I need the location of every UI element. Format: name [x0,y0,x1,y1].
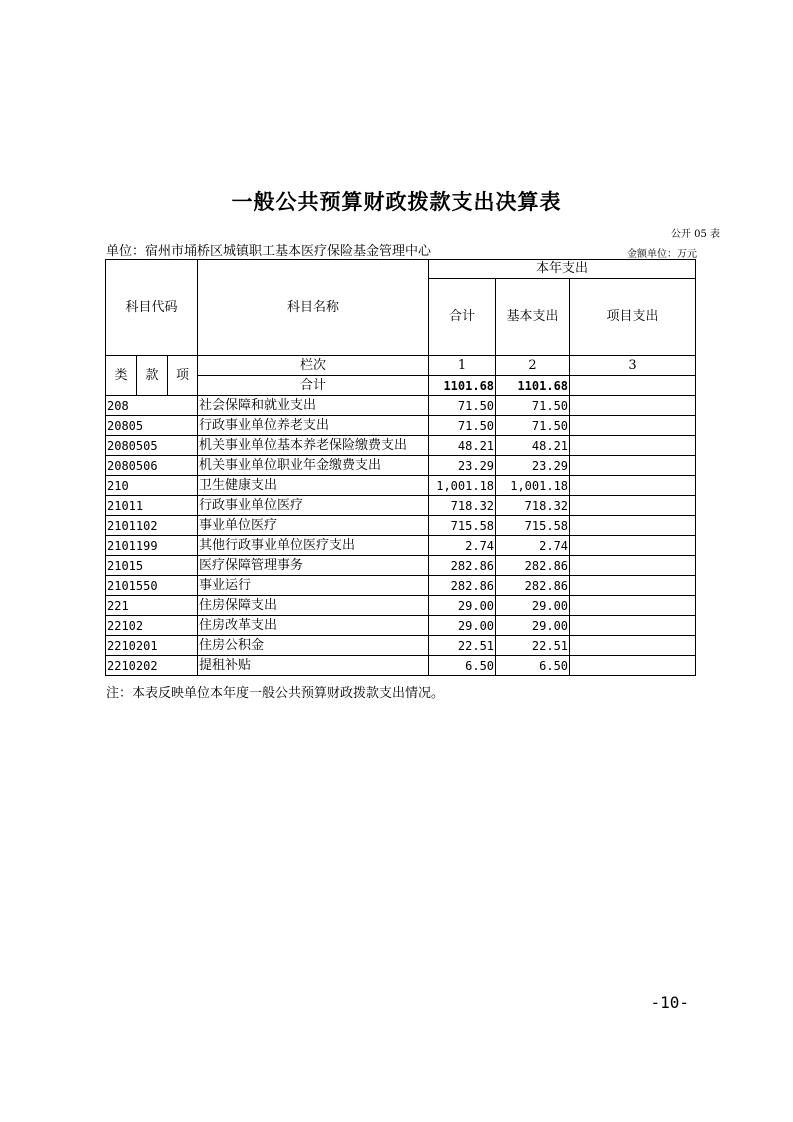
row-total: 29.00 [429,596,496,616]
expenditure-table [105,259,696,676]
row-name: 社会保障和就业支出 [198,396,429,416]
row-basic: 715.58 [496,516,570,536]
header-column-index: 栏次 [198,356,429,376]
row-name: 其他行政事业单位医疗支出 [198,536,429,556]
row-code: 21015 [106,556,198,576]
row-project [570,576,696,596]
header-lei: 类 [106,356,137,396]
row-code: 2210202 [106,656,198,676]
row-project [570,496,696,516]
row-total: 22.51 [429,636,496,656]
row-code: 221 [106,596,198,616]
row-basic: 6.50 [496,656,570,676]
row-basic: 2.74 [496,536,570,556]
row-project [570,396,696,416]
row-total: 6.50 [429,656,496,676]
table-row [106,396,696,416]
row-total: 2.74 [429,536,496,556]
row-name: 卫生健康支出 [198,476,429,496]
total-project [570,376,696,396]
table-header [106,260,696,396]
row-total: 1,001.18 [429,476,496,496]
row-code: 2210201 [106,636,198,656]
row-total: 29.00 [429,616,496,636]
row-total: 718.32 [429,496,496,516]
row-code: 2101550 [106,576,198,596]
row-code: 22102 [106,616,198,636]
row-code: 2080505 [106,436,198,456]
table-row [106,476,696,496]
form-number: 公开 05 表 [670,229,720,240]
row-name: 行政事业单位养老支出 [198,416,429,436]
table-row [106,576,696,596]
row-basic: 48.21 [496,436,570,456]
table-row [106,456,696,476]
row-code: 2101102 [106,516,198,536]
header-code: 科目代码 [106,260,198,356]
row-project [570,596,696,616]
table-row [106,436,696,456]
header-xiang: 项 [168,356,198,396]
row-project [570,456,696,476]
row-code: 210 [106,476,198,496]
row-project [570,436,696,456]
row-basic: 71.50 [496,396,570,416]
row-name: 住房保障支出 [198,596,429,616]
table-row [106,556,696,576]
table-row [106,516,696,536]
unit-label: 单位：宿州市埇桥区城镇职工基本医疗保险基金管理中心 [106,244,432,259]
header-col2: 2 [496,356,570,376]
header-current-year: 本年支出 [429,260,696,279]
row-total: 71.50 [429,396,496,416]
row-project [570,616,696,636]
header-kuan: 款 [137,356,168,396]
table-row [106,596,696,616]
row-basic: 23.29 [496,456,570,476]
row-total: 23.29 [429,456,496,476]
total-amount: 1101.68 [429,376,496,396]
table-body [106,396,696,676]
row-name: 住房改革支出 [198,616,429,636]
row-project [570,476,696,496]
header-project: 项目支出 [570,279,696,356]
row-total: 282.86 [429,556,496,576]
row-project [570,636,696,656]
amount-unit-label: 金额单位：万元 [627,249,697,260]
row-total: 71.50 [429,416,496,436]
page-number: -10- [650,993,689,1012]
row-name: 住房公积金 [198,636,429,656]
header-basic: 基本支出 [496,279,570,356]
table-row [106,636,696,656]
row-basic: 1,001.18 [496,476,570,496]
header-name: 科目名称 [198,260,429,356]
total-label: 合计 [198,376,429,396]
row-project [570,536,696,556]
row-code: 2080506 [106,456,198,476]
row-project [570,656,696,676]
row-basic: 29.00 [496,596,570,616]
table-row [106,656,696,676]
row-project [570,516,696,536]
row-total: 715.58 [429,516,496,536]
row-basic: 22.51 [496,636,570,656]
row-code: 20805 [106,416,198,436]
row-name: 提租补贴 [198,656,429,676]
row-project [570,416,696,436]
row-code: 2101199 [106,536,198,556]
row-code: 21011 [106,496,198,516]
row-name: 机关事业单位基本养老保险缴费支出 [198,436,429,456]
row-name: 机关事业单位职业年金缴费支出 [198,456,429,476]
row-name: 行政事业单位医疗 [198,496,429,516]
table-note: 注：本表反映单位本年度一般公共预算财政拨款支出情况。 [106,686,445,701]
total-basic: 1101.68 [496,376,570,396]
table-row [106,616,696,636]
row-name: 事业运行 [198,576,429,596]
row-basic: 718.32 [496,496,570,516]
row-total: 282.86 [429,576,496,596]
table-row [106,536,696,556]
row-basic: 282.86 [496,556,570,576]
row-total: 48.21 [429,436,496,456]
page-title: 一般公共预算财政拨款支出决算表 [231,189,562,214]
row-project [570,556,696,576]
table-row [106,496,696,516]
row-basic: 282.86 [496,576,570,596]
row-code: 208 [106,396,198,416]
row-name: 事业单位医疗 [198,516,429,536]
row-basic: 71.50 [496,416,570,436]
header-col1: 1 [429,356,496,376]
header-col3: 3 [570,356,696,376]
row-name: 医疗保障管理事务 [198,556,429,576]
table-row [106,416,696,436]
header-total: 合计 [429,279,496,356]
row-basic: 29.00 [496,616,570,636]
